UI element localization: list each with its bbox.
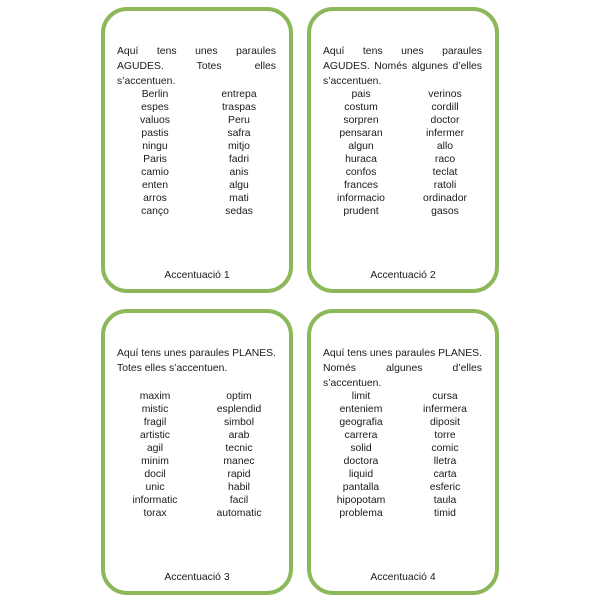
word: mati [229,193,249,204]
word: torre [434,430,456,441]
word: diposit [429,417,461,428]
word: docil [144,469,166,480]
card-title: Accentuació 2 [370,270,436,281]
card-accentuacio-1 [101,7,293,293]
word: liquid [348,469,374,480]
word: esferic [429,482,461,493]
word: infermer [425,128,465,139]
word: algu [229,180,249,191]
word-lists [113,88,281,218]
word: infermera [423,404,467,415]
word: informatic [132,495,178,506]
word: pais [351,89,371,100]
word: canço [141,206,169,217]
word: manec [223,456,255,467]
word-list-right [197,390,281,520]
word: cordill [431,102,459,113]
card-accentuacio-4 [307,309,499,595]
word-list-left [319,88,403,218]
word: huraca [345,154,377,165]
word: espes [141,102,169,113]
card-instruction: Aquí tens unes paraules PLANES. Totes elles s’accentuen. [117,348,276,374]
word-list-right [403,390,487,520]
word: lletra [433,456,457,467]
word: entrepa [221,89,257,100]
word: Paris [143,154,167,165]
card-instruction: Aquí tens unes paraules AGUDES. Només algunes d’elles s’accentuen. [323,46,482,87]
word: cursa [432,391,458,402]
word: geografia [339,417,383,428]
word-lists [319,390,487,520]
word-list-left [113,390,197,520]
word: Berlin [141,89,169,100]
word: camio [141,167,169,178]
word: arros [143,193,167,204]
word: ningu [142,141,168,152]
word: pastis [141,128,169,139]
word-list-right [403,88,487,218]
word: costum [344,102,378,113]
word: comic [431,443,459,454]
word: unic [145,482,165,493]
word: rapid [227,469,251,480]
word: minim [141,456,169,467]
word: limit [351,391,371,402]
word: simbol [223,417,255,428]
card-instruction: Aquí tens unes paraules PLANES. Només algunes d’elles s’accentuen. [323,348,482,389]
word: teclat [432,167,458,178]
word: doctor [430,115,460,126]
word: esplendid [216,404,262,415]
word: pensaran [339,128,383,139]
word: anis [229,167,249,178]
word: verinos [428,89,462,100]
word-lists [113,390,281,520]
word: ordinador [423,193,467,204]
card-title: Accentuació 3 [164,572,230,583]
word-list-left [319,390,403,520]
word: fadri [228,154,250,165]
word: habil [228,482,250,493]
word: confos [345,167,377,178]
word: maxim [139,391,171,402]
word: mistic [141,404,169,415]
word: mitjo [228,141,250,152]
word: taula [433,495,457,506]
word: arab [228,430,250,441]
word: carta [433,469,457,480]
word: hipopotam [336,495,386,506]
word: valuos [139,115,171,126]
word: doctora [343,456,379,467]
card-instruction: Aquí tens unes paraules AGUDES. Totes elles s’accentuen. [117,46,276,87]
word: carrera [344,430,378,441]
word: tecnic [225,443,253,454]
card-accentuacio-3 [101,309,293,595]
word: gasos [431,206,459,217]
word: sedas [225,206,253,217]
word: safra [227,128,251,139]
word: agil [146,443,164,454]
word-lists [319,88,487,218]
word: problema [339,508,383,519]
word: pantalla [342,482,380,493]
card-accentuacio-2 [307,7,499,293]
word: torax [143,508,167,519]
word: traspas [221,102,257,113]
word: timid [434,508,456,519]
word: sorpren [343,115,379,126]
word-list-right [197,88,281,218]
word: Peru [228,115,250,126]
word: facil [229,495,249,506]
word: automatic [216,508,262,519]
word: frances [343,180,379,191]
word: enten [141,180,168,191]
word: informacio [337,193,385,204]
card-title: Accentuació 4 [370,572,436,583]
word: fragil [143,417,167,428]
word: prudent [343,206,379,217]
word: artistic [139,430,171,441]
word: allo [436,141,454,152]
word-list-left [113,88,197,218]
word: raco [434,154,456,165]
word: ratoli [433,180,457,191]
word: optim [226,391,252,402]
word: algun [348,141,374,152]
word: enteniem [339,404,383,415]
word: solid [350,443,372,454]
card-title: Accentuació 1 [164,270,230,281]
